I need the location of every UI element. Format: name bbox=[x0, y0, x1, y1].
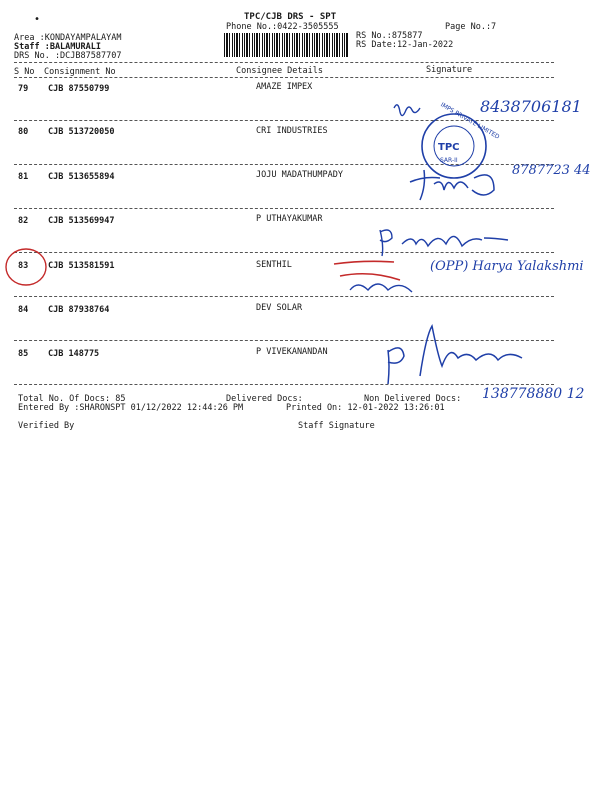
row83-signature bbox=[330, 246, 590, 326]
row-consignee: P UTHAYAKUMAR bbox=[256, 214, 323, 224]
staff-signature: Staff Signature bbox=[298, 421, 375, 431]
row-consignee: CRI INDUSTRIES bbox=[256, 126, 328, 136]
row-sno: 81 bbox=[18, 172, 29, 182]
row-consignment: CJB 513581591 bbox=[48, 261, 115, 271]
rs-number: RS No.:875877 bbox=[356, 31, 423, 41]
row-consignment: CJB 87938764 bbox=[48, 305, 110, 315]
row83-red-circle bbox=[2, 246, 52, 290]
non-delivered-docs: Non Delivered Docs: bbox=[364, 394, 462, 404]
header-divider-bottom bbox=[14, 77, 554, 78]
entered-by: Entered By :SHARONSPT 01/12/2022 12:44:26 PM bbox=[18, 403, 244, 413]
row-sno: 82 bbox=[18, 216, 29, 226]
row-consignment: CJB 513655894 bbox=[48, 172, 115, 182]
barcode bbox=[224, 33, 348, 57]
col-consignee: Consignee Details bbox=[236, 66, 323, 76]
header-divider-top bbox=[14, 62, 554, 63]
row-consignment: CJB 87550799 bbox=[48, 84, 110, 94]
area-field: Area :KONDAYAMPALAYAM bbox=[14, 33, 122, 43]
svg-text:TPC: TPC bbox=[438, 142, 460, 153]
delivered-docs: Delivered Docs: bbox=[226, 394, 303, 404]
svg-text:SAR-II: SAR-II bbox=[440, 157, 458, 164]
report-title: TPC/CJB DRS - SPT bbox=[244, 12, 337, 22]
svg-text:IMPS PRIVATE LIMITED: IMPS PRIVATE LIMITED bbox=[439, 101, 501, 141]
row-consignee: AMAZE IMPEX bbox=[256, 82, 313, 92]
row-consignee: P VIVEKANANDAN bbox=[256, 347, 328, 357]
phone-number: Phone No.:0422-3505555 bbox=[226, 22, 339, 32]
col-signature: Signature bbox=[426, 65, 473, 75]
rs-date: RS Date:12-Jan-2022 bbox=[356, 40, 454, 50]
row-sno: 79 bbox=[18, 84, 29, 94]
row-consignee: DEV SOLAR bbox=[256, 303, 303, 313]
row-consignment: CJB 513569947 bbox=[48, 216, 115, 226]
row81-signature bbox=[404, 160, 594, 210]
row-consignee: JOJU MADATHUMPADY bbox=[256, 170, 343, 180]
staff-field: Staff :BALAMURALI bbox=[14, 42, 101, 52]
corner-dot: • bbox=[34, 14, 41, 25]
svg-text:8787723 44: 8787723 44 bbox=[512, 163, 591, 178]
col-sno: S No bbox=[14, 67, 35, 77]
row-consignment: CJB 148775 bbox=[48, 349, 100, 359]
total-docs: Total No. Of Docs: 85 bbox=[18, 394, 126, 404]
col-consignment: Consignment No bbox=[44, 67, 116, 77]
drs-number: DRS No. :DCJB87587707 bbox=[14, 51, 122, 61]
row-sno: 83 bbox=[18, 261, 29, 271]
row-consignment: CJB 513720050 bbox=[48, 127, 115, 137]
svg-text:138778880 12: 138778880 12 bbox=[482, 386, 585, 402]
verified-by: Verified By bbox=[18, 421, 75, 431]
svg-text:8438706181: 8438706181 bbox=[480, 97, 582, 116]
page-number: Page No.:7 bbox=[445, 22, 497, 32]
row-sno: 80 bbox=[18, 127, 29, 137]
row-consignee: SENTHIL bbox=[256, 260, 292, 270]
row-sno: 84 bbox=[18, 305, 29, 315]
row-sno: 85 bbox=[18, 349, 29, 359]
row85-phone-handwriting bbox=[480, 372, 600, 408]
printed-on: Printed On: 12-01-2022 13:26:01 bbox=[286, 403, 445, 413]
svg-text:(OPP) Harya Yalakshmi: (OPP) Harya Yalakshmi bbox=[430, 259, 584, 274]
